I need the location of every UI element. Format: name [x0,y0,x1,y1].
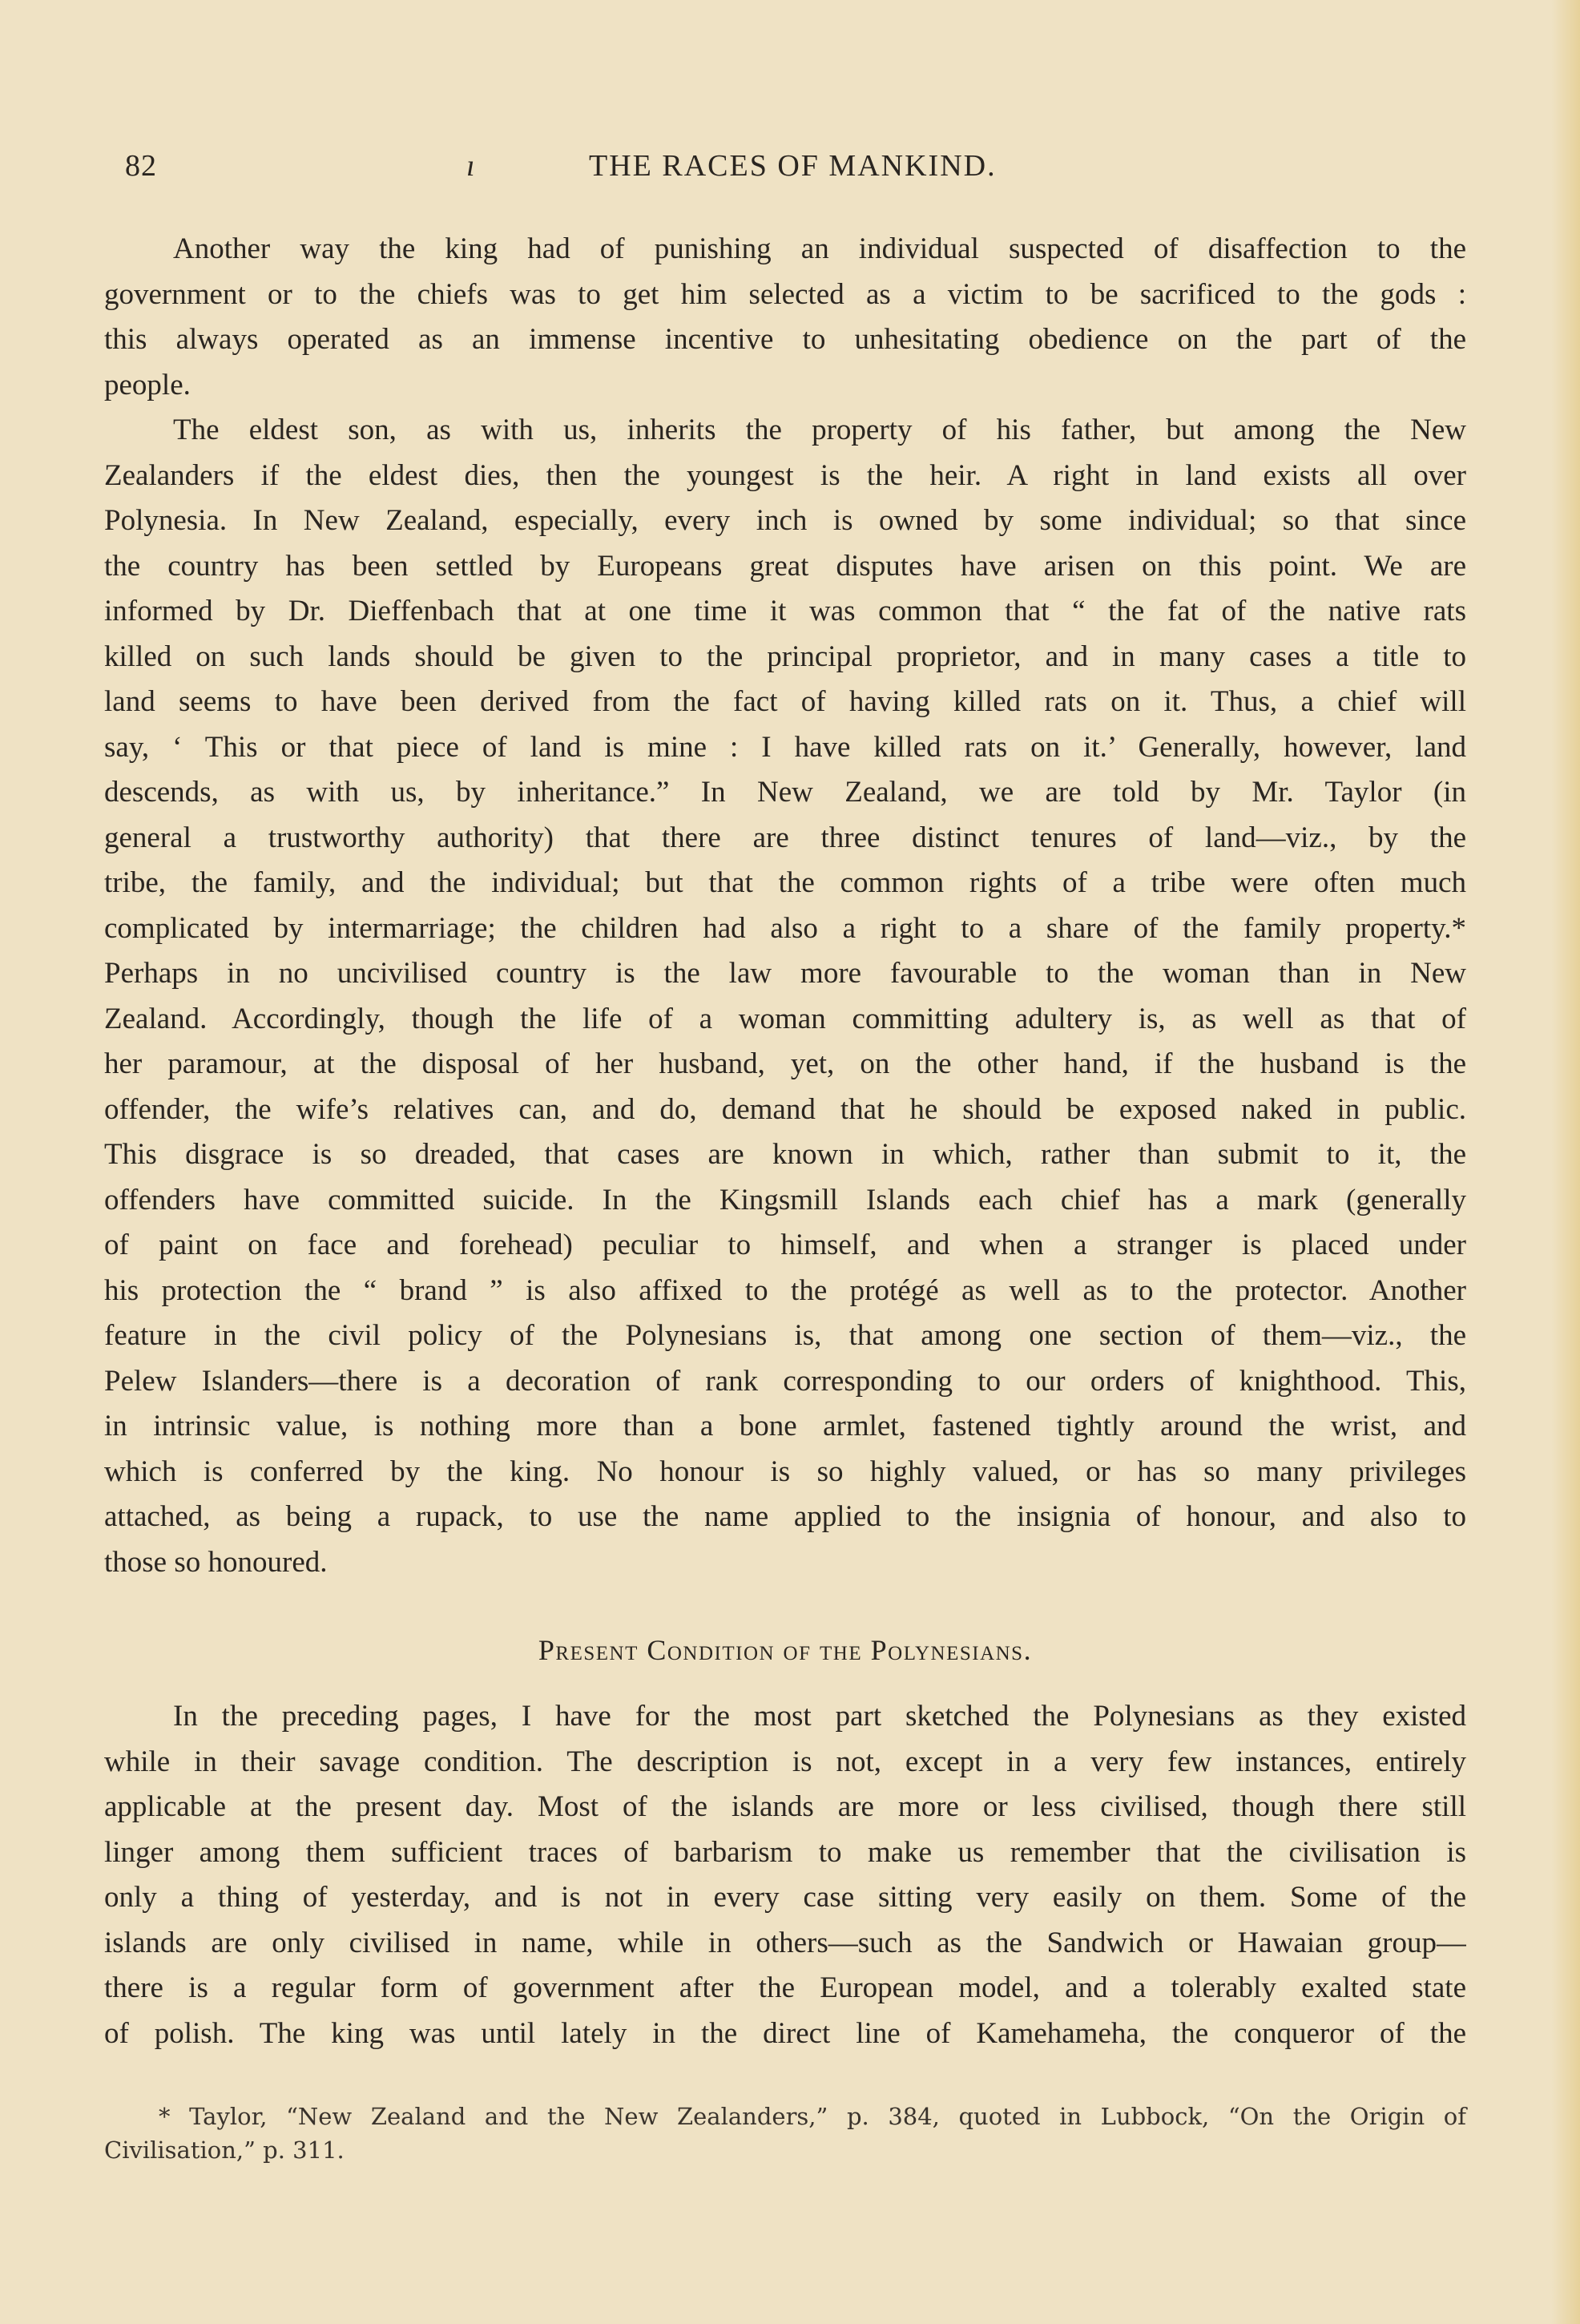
text-line: of polish. The king was until lately in the direct line of Kamehameha, the conqueror of the [104,2016,1466,2050]
text-line: the country has been settled by Europeans great disputes have arisen on this point. We are [104,549,1466,583]
header-mark: ı [466,149,476,183]
main-text [104,227,1466,1585]
running-title: THE RACES OF MANKIND. [589,149,997,183]
text-line: informed by Dr. Dieffenbach that at one time it was common that “ the fat of the native rats [104,595,1466,627]
text-line: which is conferred by the king. No honour is so highly valued, or has so many privileges [104,1455,1466,1488]
running-header [104,148,1466,204]
text-line: killed on such lands should be given to the principal proprietor, and in many cases a title to [104,640,1466,673]
text-line: his protection the “ brand ” is also affixed to the protégé as well as to the protector. Another [104,1273,1466,1307]
text-line: people. [104,368,191,401]
text-line: those so honoured. [104,1545,328,1579]
text-line: in intrinsic value, is nothing more than a bone armlet, fastened tightly around the wrist, and [104,1410,1466,1442]
text-line: tribe, the family, and the individual; but that the common rights of a tribe were often much [104,866,1466,899]
book-page [104,148,1466,2056]
text-line: offenders have committed suicide. In the Kingsmill Islands each chief has a mark (generally [104,1183,1466,1216]
footnote-line: Civilisation,” p. 311. [104,2136,345,2164]
text-line: attached, as being a rupack, to use the name applied to the insignia of honour, and also to [104,1500,1466,1533]
text-line: while in their savage condition. The description is not, except in a very few instances, entirely [104,1745,1466,1778]
text-line: complicated by intermarriage; the children had also a right to a share of the family property.* [104,911,1466,945]
text-line: Polynesia. In New Zealand, especially, every inch is owned by some individual; so that since [104,504,1466,537]
text-line: Zealand. Accordingly, though the life of a woman committing adultery is, as well as that of [104,1002,1466,1035]
paragraph-1 [104,227,1466,408]
section-heading: Present Condition of the Polynesians. [538,1634,1033,1666]
text-line: Another way the king had of punishing an individual suspected of disaffection to the [173,232,1466,265]
text-line: general a trustworthy authority) that there are three distinct tenures of land—viz., by the [104,821,1466,854]
paragraph-3 [104,1694,1466,2056]
paragraph-2 [104,408,1466,1585]
section-text [104,1694,1466,2056]
text-line: This disgrace is so dreaded, that cases are known in which, rather than submit to it, the [104,1138,1466,1171]
text-line: land seems to have been derived from the fact of having killed rats on it. Thus, a chief will [104,685,1466,718]
page-edge-shadow [1551,0,1580,2324]
text-line: this always operated as an immense incentive to unhesitating obedience on the part of the [104,323,1466,356]
text-line: Pelew Islanders—there is a decoration of rank corresponding to our orders of knighthood. This, [104,1364,1466,1398]
page-number: 82 [125,149,157,183]
text-line: Perhaps in no uncivilised country is the law more favourable to the woman than in New [104,957,1466,990]
text-line: her paramour, at the disposal of her husband, yet, on the other hand, if the husband is the [104,1047,1466,1080]
text-line: The eldest son, as with us, inherits the property of his father, but among the New [173,414,1466,446]
text-line: In the preceding pages, I have for the most part sketched the Polynesians as they existed [173,1700,1466,1733]
text-line: say, ‘ This or that piece of land is mine : I have killed rats on it.’ Generally, however, land [104,730,1466,764]
text-line: islands are only civilised in name, while in others—such as the Sandwich or Hawaian group— [104,1926,1466,1959]
text-line: of paint on face and forehead) peculiar to himself, and when a stranger is placed under [104,1229,1466,1261]
text-line: linger among them sufficient traces of barbarism to make us remember that the civilisation is [104,1835,1466,1869]
text-line: feature in the civil policy of the Polynesians is, that among one section of them—viz., the [104,1319,1466,1352]
text-line: applicable at the present day. Most of the islands are more or less civilised, though there still [104,1790,1466,1823]
text-line: government or to the chiefs was to get him selected as a victim to be sacrificed to the gods : [104,277,1466,311]
text-line: there is a regular form of government after the European model, and a tolerably exalted state [104,1971,1466,2004]
text-line: Zealanders if the eldest dies, then the youngest is the heir. A right in land exists all over [104,458,1466,492]
text-line: offender, the wife’s relatives can, and do, demand that he should be exposed naked in public. [104,1092,1466,1126]
text-line: only a thing of yesterday, and is not in every case sitting very easily on them. Some of the [104,1881,1466,1914]
text-line: descends, as with us, by inheritance.” In New Zealand, we are told by Mr. Taylor (in [104,776,1466,809]
footnote-line: * Taylor, “New Zealand and the New Zealanders,” p. 384, quoted in Lubbock, “On the Origin of [159,2103,1466,2130]
footnote [104,2100,1466,2167]
